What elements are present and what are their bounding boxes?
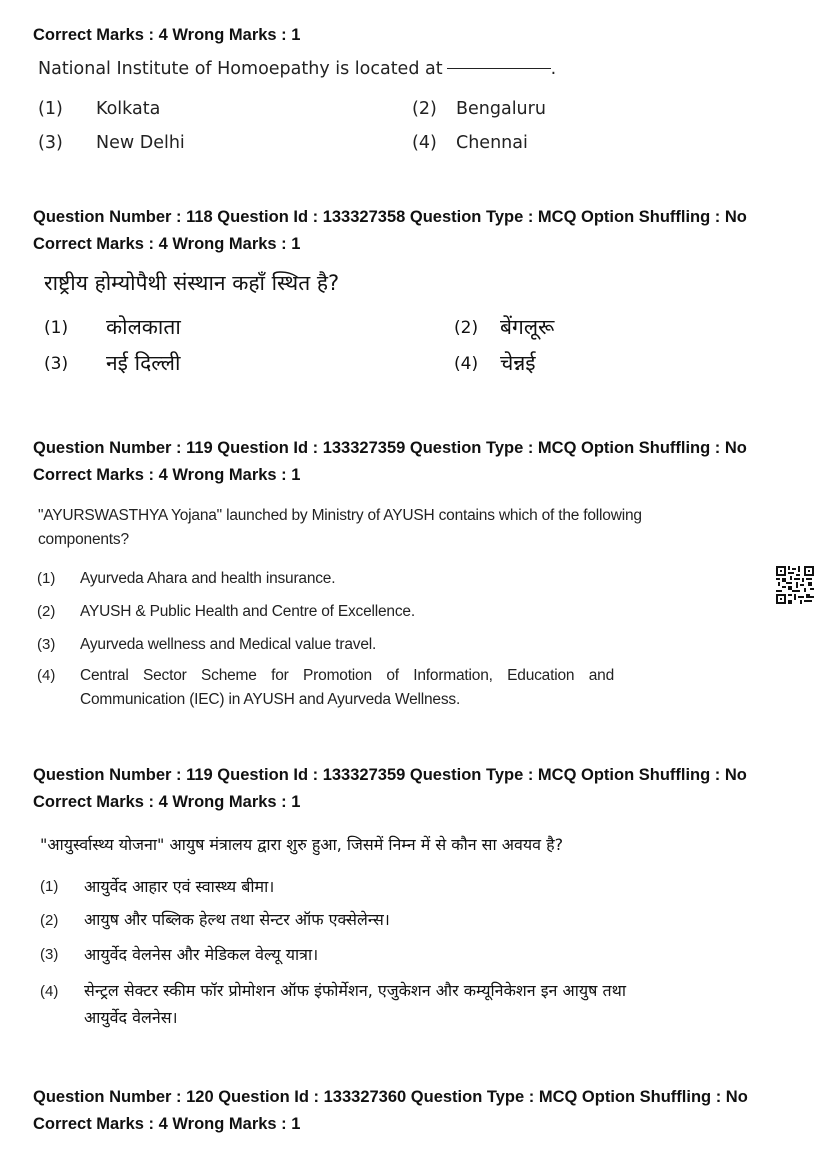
question-header: Question Number : 118 Question Id : 133327358 Question Type : MCQ Option Shuffling : No: [33, 208, 747, 226]
option-text: बेंगलूरू: [500, 315, 555, 339]
answer-blank: [447, 68, 551, 69]
option-text-line: Communication (IEC) in AYUSH and Ayurveda Wellness.: [80, 691, 461, 708]
option-text: नई दिल्ली: [106, 351, 181, 375]
option-number: (1): [40, 878, 59, 895]
option-text: Kolkata: [96, 99, 161, 119]
option-text-line: Central Sector Scheme for Promotion of Information, Education and: [80, 667, 614, 684]
option-number: (2): [454, 318, 479, 338]
qr-code-icon: [776, 566, 814, 604]
option-text: कोलकाता: [106, 315, 181, 339]
option-number: (3): [40, 946, 59, 963]
option-number: (4): [454, 354, 479, 374]
option-text-line: आयुर्वेद वेलनेस।: [84, 1008, 178, 1027]
option-number: (3): [38, 133, 63, 153]
marks-line: Correct Marks : 4 Wrong Marks : 1: [33, 26, 301, 44]
option-text: Chennai: [456, 133, 528, 153]
option-text: चेन्नई: [500, 351, 536, 375]
option-text-line: सेन्ट्रल सेक्टर स्कीम फॉर प्रोमोशन ऑफ इंफोर्मेशन, एजुकेशन और कम्यूनिकेशन इन आयुष तथा: [84, 981, 626, 1000]
option-text: Ayurveda Ahara and health insurance.: [80, 570, 336, 587]
option-text: New Delhi: [96, 133, 185, 153]
marks-line: Correct Marks : 4 Wrong Marks : 1: [33, 793, 301, 811]
option-number: (4): [40, 983, 59, 1000]
question-header: Question Number : 120 Question Id : 133327360 Question Type : MCQ Option Shuffling : No: [33, 1088, 748, 1106]
question-text: "आयुर्स्वास्थ्य योजना" आयुष मंत्रालय द्वारा शुरु हुआ, जिसमें निम्न में से कौन सा अवयव है?: [40, 835, 564, 854]
option-number: (1): [44, 318, 69, 338]
option-text: Bengaluru: [456, 99, 546, 119]
option-text: आयुष और पब्लिक हेल्थ तथा सेन्टर ऑफ एक्सेलेन्स।: [84, 910, 390, 929]
option-text: आयुर्वेद वेलनेस और मेडिकल वेल्यू यात्रा।: [84, 945, 319, 964]
option-number: (2): [40, 912, 59, 929]
option-number: (2): [37, 603, 56, 620]
question-text-line: components?: [38, 531, 129, 548]
option-text: Ayurveda wellness and Medical value travel.: [80, 636, 377, 653]
option-number: (4): [37, 667, 56, 684]
option-number: (3): [37, 636, 56, 653]
option-number: (1): [38, 99, 63, 119]
question-header: Question Number : 119 Question Id : 133327359 Question Type : MCQ Option Shuffling : No: [33, 439, 747, 457]
option-number: (4): [412, 133, 437, 153]
marks-line: Correct Marks : 4 Wrong Marks : 1: [33, 466, 301, 484]
marks-line: Correct Marks : 4 Wrong Marks : 1: [33, 235, 301, 253]
marks-line: Correct Marks : 4 Wrong Marks : 1: [33, 1115, 301, 1133]
question-text-line: "AYURSWASTHYA Yojana" launched by Ministry of AYUSH contains which of the following: [38, 507, 642, 524]
option-text: AYUSH & Public Health and Centre of Excellence.: [80, 603, 415, 620]
question-text: [38, 59, 556, 79]
question-header: Question Number : 119 Question Id : 133327359 Question Type : MCQ Option Shuffling : No: [33, 766, 747, 784]
question-text-start: National Institute of Homoepathy is located at: [38, 59, 443, 79]
option-number: (3): [44, 354, 69, 374]
question-text-end: .: [550, 59, 557, 79]
option-number: (2): [412, 99, 437, 119]
option-number: (1): [37, 570, 56, 587]
option-text: आयुर्वेद आहार एवं स्वास्थ्य बीमा।: [84, 877, 275, 896]
question-text: राष्ट्रीय होम्योपैथी संस्थान कहाँ स्थित है?: [44, 271, 340, 295]
